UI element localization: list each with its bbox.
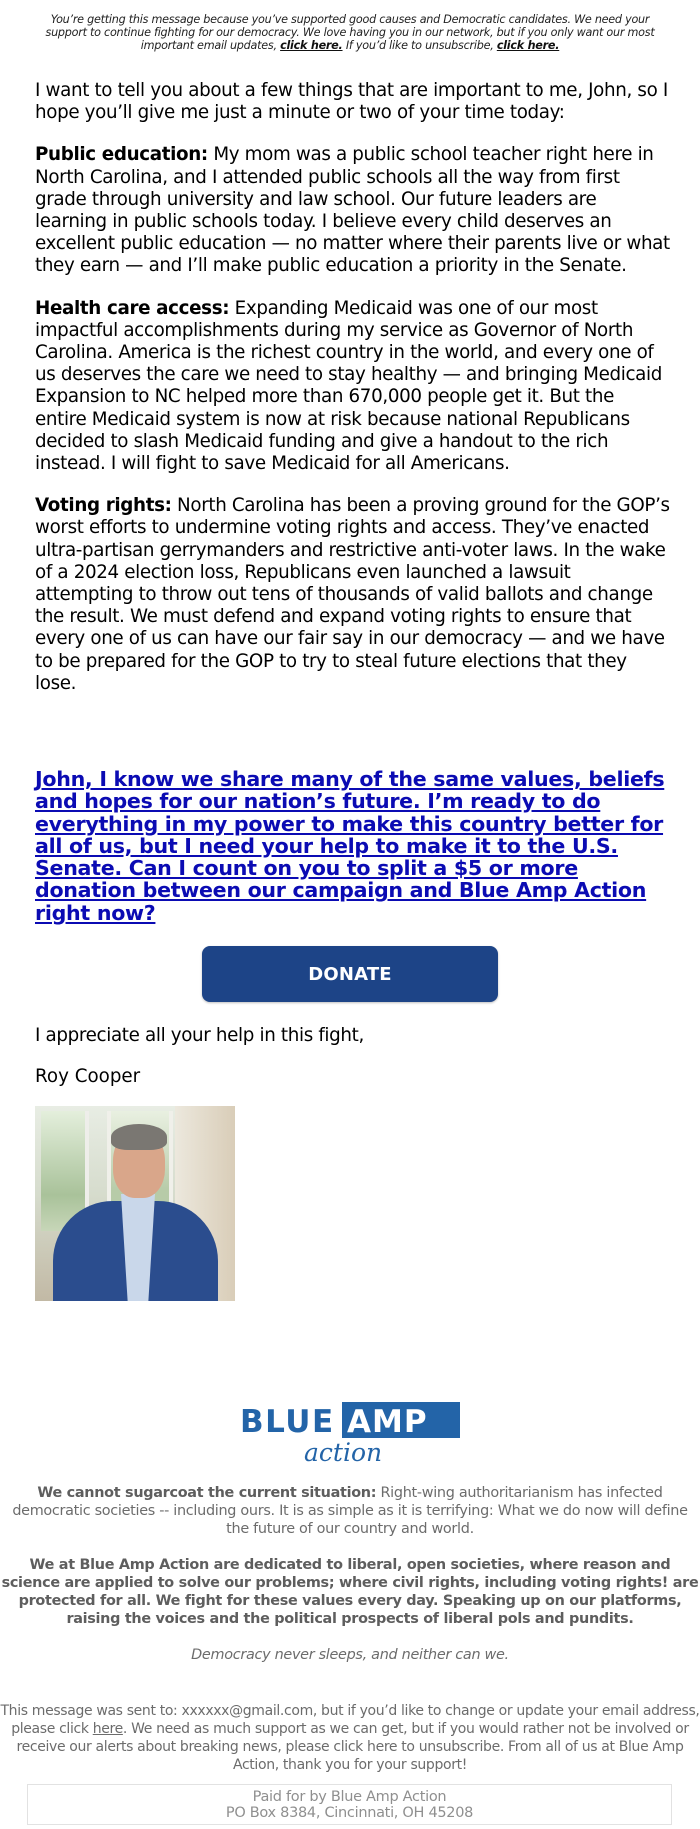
section-heading: Public education:	[35, 144, 208, 166]
mission-text-bold: We at Blue Amp Action are dedicated to liberal, open societies, where reason and science are applied to solve our problems; where civil rights, including voting rights! are protected for all. We fight for these values every day. Speaking up on our platforms, raising the voices and the political prospects of liberal pols and pundits.	[1, 1557, 699, 1627]
mission-paragraph-2	[0, 1556, 700, 1628]
section-health-care	[35, 298, 670, 476]
unsubscribe-link[interactable]: click here.	[496, 39, 560, 52]
email-body	[35, 80, 670, 715]
donation-ask	[35, 768, 675, 924]
section-heading: Voting rights:	[35, 495, 172, 517]
candidate-photo	[35, 1106, 235, 1301]
photo-hair	[111, 1124, 167, 1150]
footer-legal	[0, 1702, 700, 1774]
signature-name: Roy Cooper	[35, 1066, 141, 1087]
paid-for-line: Paid for by Blue Amp Action	[252, 1789, 447, 1805]
section-heading: Health care access:	[35, 297, 230, 319]
paid-for-disclaimer	[27, 1784, 672, 1825]
preheader-text: You’re getting this message because you’ve supported good causes and Democratic candidates. We need your support to continue fighting for our democracy. We love having you in our network, but if you only want our most important email updates,	[45, 13, 655, 52]
donate-button[interactable]: DONATE	[202, 946, 498, 1002]
section-public-education	[35, 144, 670, 277]
update-email-link[interactable]: here	[92, 1721, 123, 1737]
footer-mission	[0, 1484, 700, 1682]
closing-line: I appreciate all your help in this fight,	[35, 1025, 364, 1046]
section-text: North Carolina has been a proving ground for the GOP’s worst efforts to undermine voting rights and access. They’ve enacted ultra-partisan gerrymanders and restrictive anti-voter laws. In the wake of a 2024 election loss, Republicans even launched a lawsuit attempting to throw out tens of thousands of valid ballots and change the result. We must defend and expand voting rights to ensure that every one of us can have our fair say in our democracy — and we have to be prepared for the GOP to try to steal future elections that they lose.	[35, 495, 670, 694]
section-text: Expanding Medicaid was one of our most impactful accomplishments during my service as Governor of North Carolina. America is the richest country in the world, and every one of us deserves the care we need to stay healthy — and bringing Medicaid Expansion to NC helped more than 670,000 people get it. But the entire Medicaid system is now at risk because national Republicans decided to slash Medicaid funding and give a handout to the rich instead. I will fight to save Medicaid for all Americans.	[35, 297, 663, 475]
mission-lead: We cannot sugarcoat the current situation:	[37, 1485, 377, 1501]
address-line: PO Box 8384, Cincinnati, OH 45208	[225, 1805, 474, 1821]
section-text: My mom was a public school teacher right here in North Carolina, and I attended public schools all the way from first grade through university and law school. Our future leaders are learning in public schools today. I believe every child deserves an excellent public education — no matter where their parents live or what they earn — and I’ll make public education a priority in the Senate.	[35, 144, 670, 277]
svg-text:action: action	[304, 1438, 383, 1466]
intro-paragraph: I want to tell you about a few things that are important to me, John, so I hope you’ll give me just a minute or two of your time today:	[35, 80, 668, 124]
section-voting-rights	[35, 495, 670, 695]
svg-text:AMP: AMP	[347, 1404, 428, 1440]
preheader	[30, 13, 670, 52]
blue-amp-action-logo	[238, 1398, 462, 1466]
tagline: Democracy never sleeps, and neither can we.	[191, 1647, 509, 1663]
mission-text: Right-wing authoritarianism has infected democratic societies -- including ours. It is as simple as it is terrifying: What we do now will define the future of our country and world.	[12, 1485, 688, 1537]
svg-text:BLUE: BLUE	[240, 1404, 335, 1440]
logo-icon	[238, 1398, 462, 1466]
important-updates-link[interactable]: click here.	[280, 39, 343, 52]
legal-text: This message was sent to: xxxxxx@gmail.com, but if you’d like to change or update your email address, please click	[0, 1703, 700, 1737]
donation-ask-link[interactable]: John, I know we share many of the same values, beliefs and hopes for our nation’s future. I’m ready to do everything in my power to make this country better for all of us, but I need your help to make it to the U.S. Senate. Can I count on you to split a $5 or more donation between our campaign and Blue Amp Action right now?	[35, 767, 665, 925]
mission-paragraph-1	[0, 1484, 700, 1538]
preheader-text-middle: If you’d like to unsubscribe,	[342, 39, 497, 52]
legal-text-after: . We need as much support as we can get, but if you would rather not be involved or receive our alerts about breaking news, please click here to unsubscribe. From all of us at Blue Amp Action, thank you for your support!	[16, 1721, 689, 1773]
